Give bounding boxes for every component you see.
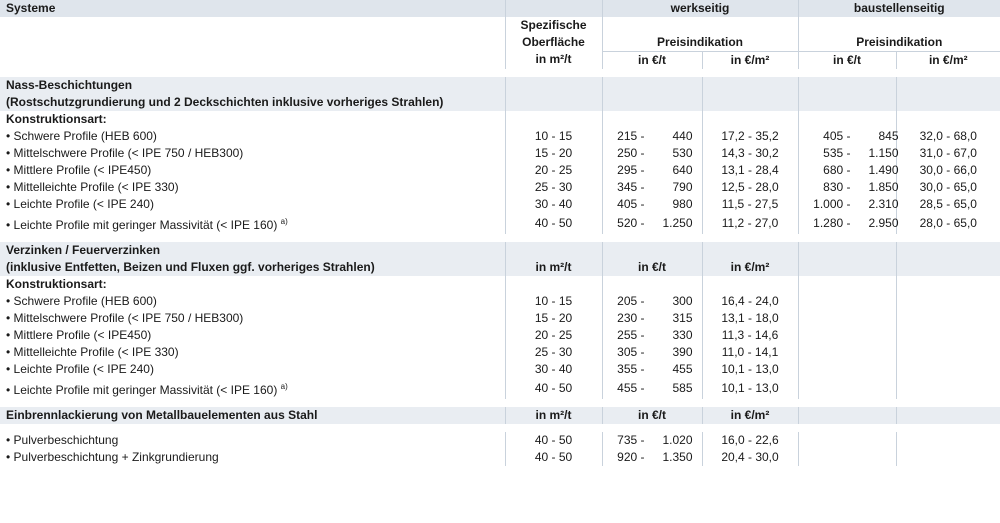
verz-row	[0, 344, 1000, 361]
nass-row	[0, 145, 1000, 162]
section-verz-title: Verzinken / Feuerverzinken	[0, 242, 1000, 259]
nass-row-baust-eur-t: 1.000 - 2.310	[798, 196, 896, 213]
verz-row-surface: 30 - 40	[505, 361, 602, 378]
col-systeme: Systeme	[0, 0, 505, 17]
verz-row	[0, 378, 1000, 399]
einbr-row	[0, 449, 1000, 466]
col-baustellenseitig: baustellenseitig	[798, 0, 1000, 17]
nass-row-label: • Mittlere Profile (< IPE450)	[6, 162, 152, 177]
verz-row-label: • Schwere Profile (HEB 600)	[6, 293, 157, 308]
col-preis-werk: Preisindikation	[602, 17, 798, 51]
unit-eur-t-baust: in €/t	[798, 51, 896, 69]
verz-row-eur-t: 305 - 390	[602, 344, 702, 361]
col-spez-2: Oberfläche	[505, 34, 602, 51]
verz-row-eur-m2: 11,3 - 14,6	[702, 327, 798, 344]
nass-row-eur-t: 215 - 440	[602, 128, 702, 145]
einbr-row-eur-m2: 20,4 - 30,0	[702, 449, 798, 466]
verz-row-label: • Mittelleichte Profile (< IPE 330)	[6, 344, 179, 359]
nass-row-baust-eur-m2: 32,0 - 68,0	[896, 128, 1000, 145]
unit-eur-m2-baust: in €/m²	[896, 51, 1000, 69]
verz-row-surface: 20 - 25	[505, 327, 602, 344]
nass-row-baust-eur-m2: 28,5 - 65,0	[896, 196, 1000, 213]
nass-row-surface: 20 - 25	[505, 162, 602, 179]
nass-row-surface: 30 - 40	[505, 196, 602, 213]
nass-row-baust-eur-m2: 30,0 - 66,0	[896, 162, 1000, 179]
einbr-row-eur-t: 735 - 1.020	[602, 432, 702, 449]
nass-row-eur-t: 405 - 980	[602, 196, 702, 213]
nass-row-label: • Schwere Profile (HEB 600)	[6, 128, 157, 143]
nass-row-baust-eur-t: 830 - 1.850	[798, 179, 896, 196]
verz-row-eur-t: 255 - 330	[602, 327, 702, 344]
einbr-row-eur-m2: 16,0 - 22,6	[702, 432, 798, 449]
nass-row-eur-t: 295 - 640	[602, 162, 702, 179]
section-nass-subtitle: (Rostschutzgrundierung und 2 Deckschichten inklusive vorheriges Strahlen)	[0, 94, 1000, 111]
nass-row-eur-m2: 11,2 - 27,0	[702, 213, 798, 234]
einbr-row-label: • Pulverbeschichtung + Zinkgrundierung	[6, 449, 219, 464]
nass-row-label: • Mittelschwere Profile (< IPE 750 / HEB300)	[6, 145, 244, 160]
verz-row	[0, 361, 1000, 378]
nass-row	[0, 213, 1000, 234]
verz-row-eur-t: 355 - 455	[602, 361, 702, 378]
verz-row	[0, 293, 1000, 310]
nass-row-eur-m2: 14,3 - 30,2	[702, 145, 798, 162]
section-einbr-title: Einbrennlackierung von Metallbauelementen aus Stahl in m²/t in €/t in €/m²	[0, 407, 1000, 424]
nass-row-baust-eur-t: 1.280 - 2.950	[798, 213, 896, 234]
nass-row-baust-eur-t: 405 - 845	[798, 128, 896, 145]
nass-row-eur-t: 520 - 1.250	[602, 213, 702, 234]
verz-row-label: • Leichte Profile (< IPE 240)	[6, 361, 154, 376]
nass-row	[0, 162, 1000, 179]
nass-row-baust-eur-m2: 28,0 - 65,0	[896, 213, 1000, 234]
verz-row-surface: 15 - 20	[505, 310, 602, 327]
nass-row-baust-eur-t: 680 - 1.490	[798, 162, 896, 179]
verz-row	[0, 327, 1000, 344]
verz-row-surface: 40 - 50	[505, 378, 602, 399]
verz-row-eur-m2: 10,1 - 13,0	[702, 378, 798, 399]
header-row-1	[0, 0, 1000, 17]
section-verz-subtitle: (inklusive Entfetten, Beizen und Fluxen ggf. vorheriges Strahlen) in m²/t in €/t in €/m²	[0, 259, 1000, 276]
verz-row-label: • Mittelschwere Profile (< IPE 750 / HEB300)	[6, 310, 244, 325]
col-spez-1: Spezifische	[505, 17, 602, 34]
nass-row-surface: 15 - 20	[505, 145, 602, 162]
nass-row	[0, 179, 1000, 196]
verz-row-label: • Leichte Profile mit geringer Massivität (< IPE 160) $^{a)}$	[6, 381, 288, 397]
verz-row-eur-t: 205 - 300	[602, 293, 702, 310]
einbr-row-surface: 40 - 50	[505, 432, 602, 449]
nass-row-eur-t: 250 - 530	[602, 145, 702, 162]
nass-row-eur-m2: 12,5 - 28,0	[702, 179, 798, 196]
nass-row-eur-m2: 11,5 - 27,5	[702, 196, 798, 213]
nass-row-surface: 10 - 15	[505, 128, 602, 145]
nass-row-baust-eur-m2: 31,0 - 67,0	[896, 145, 1000, 162]
verz-konstr-row: Konstruktionsart:	[0, 276, 1000, 293]
nass-row-eur-m2: 13,1 - 28,4	[702, 162, 798, 179]
verz-row-surface: 25 - 30	[505, 344, 602, 361]
einbr-row	[0, 432, 1000, 449]
verz-row-eur-m2: 13,1 - 18,0	[702, 310, 798, 327]
unit-eur-m2-werk: in €/m²	[702, 51, 798, 69]
verz-row-eur-m2: 16,4 - 24,0	[702, 293, 798, 310]
nass-row-baust-eur-m2: 30,0 - 65,0	[896, 179, 1000, 196]
nass-row-baust-eur-t: 535 - 1.150	[798, 145, 896, 162]
verz-row-eur-m2: 10,1 - 13,0	[702, 361, 798, 378]
nass-row-label: • Leichte Profile mit geringer Massivität (< IPE 160) $^{a)}$	[6, 216, 288, 232]
unit-m2t: in m²/t	[505, 51, 602, 69]
einbr-row-label: • Pulverbeschichtung	[6, 432, 119, 447]
verz-row-eur-t: 455 - 585	[602, 378, 702, 399]
nass-row-surface: 40 - 50	[505, 213, 602, 234]
verz-row	[0, 310, 1000, 327]
nass-row-label: • Leichte Profile (< IPE 240)	[6, 196, 154, 211]
verz-row-eur-m2: 11,0 - 14,1	[702, 344, 798, 361]
einbr-row-surface: 40 - 50	[505, 449, 602, 466]
nass-row-eur-t: 345 - 790	[602, 179, 702, 196]
nass-row	[0, 196, 1000, 213]
header-units-row	[0, 51, 1000, 69]
verz-row-label: • Mittlere Profile (< IPE450)	[6, 327, 152, 342]
nass-row-surface: 25 - 30	[505, 179, 602, 196]
nass-row-label: • Mittelleichte Profile (< IPE 330)	[6, 179, 179, 194]
verz-row-eur-t: 230 - 315	[602, 310, 702, 327]
einbr-row-eur-t: 920 - 1.350	[602, 449, 702, 466]
nass-row-eur-m2: 17,2 - 35,2	[702, 128, 798, 145]
nass-row	[0, 128, 1000, 145]
verz-row-surface: 10 - 15	[505, 293, 602, 310]
unit-eur-t-werk: in €/t	[602, 51, 702, 69]
header-row-2	[0, 17, 1000, 34]
nass-konstr-row: Konstruktionsart:	[0, 111, 1000, 128]
section-nass-title: Nass-Beschichtungen	[0, 77, 1000, 94]
col-preis-baust: Preisindikation	[798, 17, 1000, 51]
col-werkseitig: werkseitig	[602, 0, 798, 17]
